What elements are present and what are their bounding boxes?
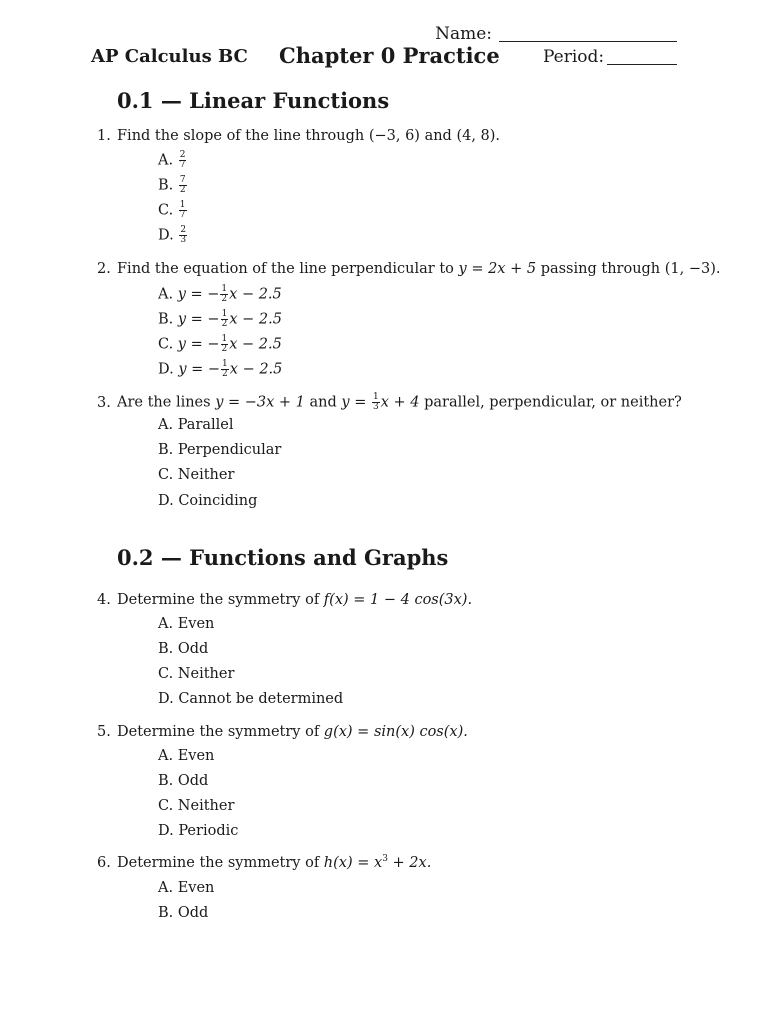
option-text: Neither [177,666,235,682]
question-number: 1. [97,128,111,144]
option-text: Even [177,748,215,764]
math-expression: y = [341,394,367,411]
section-title-linear-functions: 0.1 — Linear Functions [117,88,390,113]
option-4c[interactable] [158,666,234,682]
option-2b[interactable] [158,310,282,329]
math-expression: y = − [177,336,220,353]
fraction: $\frac{2}{7}$ [179,150,186,170]
option-letter: C. [158,798,174,814]
math-expression: x − 2.5 [229,286,282,303]
fraction: $\frac{2}{3}$ [180,225,187,245]
option-letter: A. [158,616,174,632]
option-2d[interactable] [158,360,282,379]
fraction: $\frac{1}{2}$ [221,284,228,304]
math-expression: y = −3x + 1 [215,394,305,411]
option-letter: A. [158,152,174,169]
option-text: Even [177,616,215,632]
question-number: 3. [97,394,111,411]
option-letter: B. [158,442,174,458]
option-text: Coinciding [178,493,258,509]
period-blank-line[interactable] [607,64,677,65]
fraction: $\frac{1}{2}$ [222,359,228,379]
option-text: Even [177,880,215,896]
option-5c[interactable] [158,798,234,814]
question-text: Are the lines [117,394,211,411]
option-text: Parallel [177,417,234,433]
option-5d[interactable] [158,823,238,839]
option-letter: B. [158,177,174,194]
question-text: Find the equation of the line perpendicular to [117,261,454,277]
math-expression: y = − [177,286,220,303]
math-expression: y = 2x + 5 [458,261,537,277]
option-text: Periodic [178,823,239,839]
math-exponent: 3 [382,854,388,865]
math-expression: y = − [177,311,220,328]
question-3 [97,393,682,412]
option-2c[interactable] [158,335,282,354]
option-letter: C. [158,336,174,353]
option-4b[interactable] [158,641,208,657]
question-number: 5. [97,724,111,740]
option-letter: A. [158,286,174,303]
option-letter: B. [158,311,174,328]
question-text: and [309,394,337,411]
option-4a[interactable] [158,616,214,632]
option-letter: C. [158,467,174,483]
page-title: Chapter 0 Practice [279,43,500,68]
option-4d[interactable] [158,691,343,707]
option-6a[interactable] [158,880,214,896]
question-text: parallel, perpendicular, or neither? [424,394,682,411]
question-text: Determine the symmetry of [117,724,320,740]
option-3b[interactable] [158,442,281,458]
math-expression: x + 4 [380,394,420,411]
option-1b[interactable] [158,176,188,195]
period-label: Period: [543,47,605,67]
option-letter: D. [158,823,174,839]
question-number: 4. [97,592,111,608]
question-text: passing through (1, −3). [540,261,721,277]
option-1c[interactable] [158,201,188,220]
question-text: Determine the symmetry of [117,855,320,871]
question-1 [97,128,500,144]
option-letter: A. [158,748,174,764]
option-letter: C. [158,202,174,219]
option-5b[interactable] [158,773,208,789]
option-1d[interactable] [158,226,188,245]
option-letter: B. [158,773,174,789]
option-letter: A. [158,417,174,433]
math-expression: + 2x. [392,855,432,871]
option-letter: D. [158,227,174,244]
fraction: $\frac{1}{3}$ [372,392,379,412]
option-6b[interactable] [158,905,208,921]
question-5 [97,724,468,740]
option-letter: A. [158,880,174,896]
name-label: Name: [435,24,492,44]
question-text: Determine the symmetry of [117,592,320,608]
option-text: Neither [177,467,235,483]
option-1a[interactable] [158,151,187,170]
course-title: AP Calculus BC [91,46,248,67]
math-expression: x − 2.5 [229,336,282,353]
option-text: Odd [177,905,209,921]
option-text: Odd [177,773,209,789]
question-number: 2. [97,261,111,277]
name-blank-line[interactable] [499,41,677,42]
option-text: Neither [177,798,235,814]
question-4 [97,592,472,608]
option-2a[interactable] [158,285,282,304]
option-letter: B. [158,641,174,657]
math-expression: g(x) = sin(x) cos(x). [323,724,468,740]
option-letter: D. [158,361,174,378]
option-5a[interactable] [158,748,214,764]
option-text: Perpendicular [177,442,282,458]
option-3a[interactable] [158,417,234,433]
option-letter: D. [158,493,174,509]
fraction: $\frac{7}{2}$ [179,175,186,195]
fraction: $\frac{1}{7}$ [179,200,186,220]
math-expression: h(x) = x [323,855,383,871]
math-expression: x − 2.5 [229,311,282,328]
option-letter: C. [158,666,174,682]
fraction: $\frac{1}{2}$ [221,309,228,329]
option-letter: B. [158,905,174,921]
math-expression: f(x) = 1 − 4 cos(3x). [323,592,473,608]
option-3c[interactable] [158,467,234,483]
option-text: Cannot be determined [178,691,344,707]
question-text: Find the slope of the line through (−3, 6) and (4, 8). [117,128,501,144]
question-6 [97,855,431,871]
section-title-functions-and-graphs: 0.2 — Functions and Graphs [117,545,449,570]
fraction: $\frac{1}{2}$ [221,334,228,354]
option-3d[interactable] [158,493,257,509]
question-number: 6. [97,855,111,871]
math-expression: y = − [178,361,221,378]
option-text: Odd [177,641,209,657]
question-2 [97,261,721,277]
math-expression: x − 2.5 [229,361,283,378]
option-letter: D. [158,691,174,707]
